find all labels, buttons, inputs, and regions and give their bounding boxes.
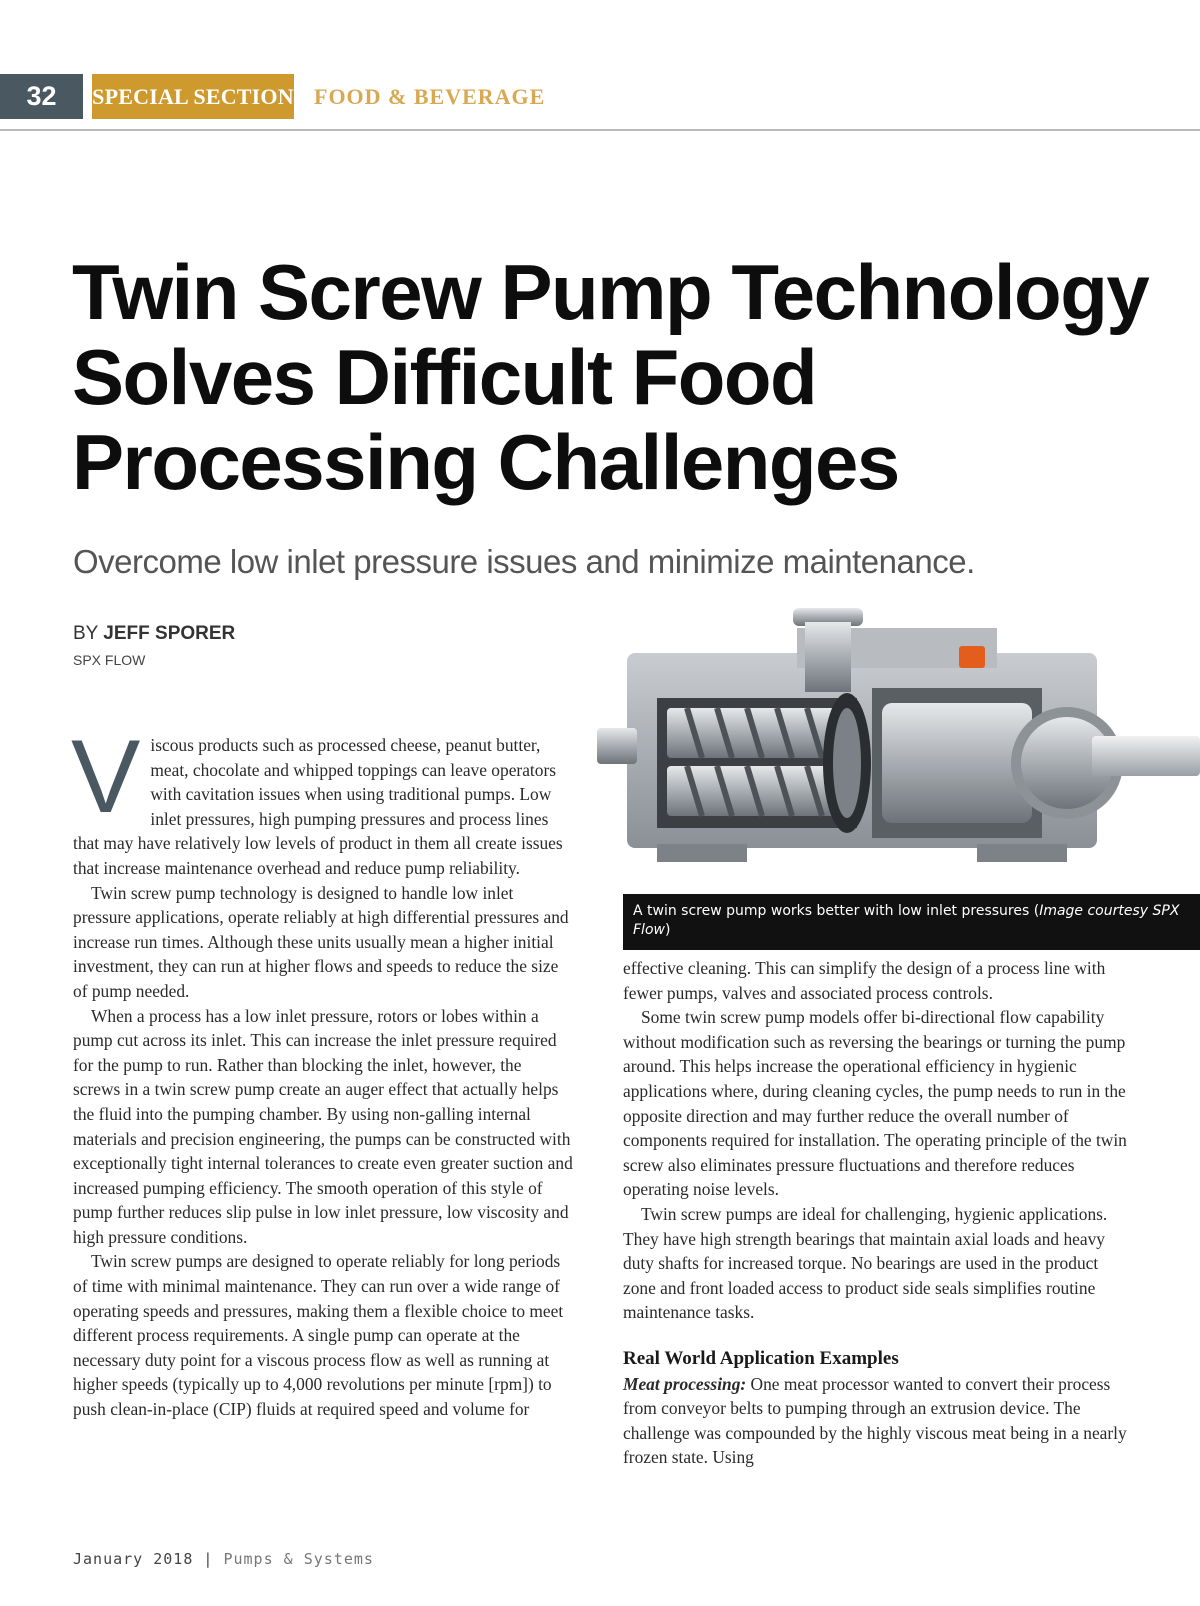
caption-credit: Image courtesy SPX Flow <box>633 903 1180 938</box>
paragraph-8 <box>623 1372 1128 1470</box>
section-name: FOOD & BEVERAGE <box>314 84 546 109</box>
footer-separator: | <box>203 1550 214 1568</box>
example-text: One meat processor wanted to convert their process from conveyor belts to pumping through an extrusion device. The challenge was compounded by the highly viscous meat being in a nearly frozen state. Using <box>623 1373 1127 1468</box>
title-line-2: Solves Difficult Food <box>72 333 817 421</box>
article-column-right <box>623 956 1128 1470</box>
caption-end: ) <box>664 922 671 938</box>
title-line-1: Twin Screw Pump Technology <box>72 248 1149 336</box>
figure-caption <box>623 894 1200 950</box>
author-company: SPX FLOW <box>73 652 146 668</box>
author-name: JEFF SPORER <box>103 623 236 644</box>
byline-prefix: BY <box>73 623 99 644</box>
article-column-left <box>71 719 573 1422</box>
special-section-tag: SPECIAL SECTION <box>92 74 294 119</box>
paragraph-1: iscous products such as processed cheese, peanut butter, meat, chocolate and whipped toppings can leave operators with cavitation issues when using traditional pumps. Low inlet pressures, high pumping pressures and process lines that may have relatively low levels of product in them all create issues that increase maintenance overhead and reduce pump reliability. <box>73 735 563 878</box>
byline <box>73 623 235 645</box>
header-divider <box>0 129 1200 131</box>
title-line-3: Processing Challenges <box>72 418 899 506</box>
paragraph-2: Twin screw pump technology is designed to handle low inlet pressure applications, operate reliably at high differential pressures and increase run times. Although these units usually mean a higher initial investment, they can run at higher flows and speeds to reduce the size of pump needed. <box>73 882 569 1001</box>
drop-cap: V <box>71 719 141 835</box>
subhead: Real World Application Examples <box>623 1347 899 1369</box>
page-footer <box>73 1550 374 1568</box>
paragraph-5: effective cleaning. This can simplify the design of a process line with fewer pumps, valves and associated process controls. <box>623 958 1106 1003</box>
article-deck: Overcome low inlet pressure issues and minimize maintenance. <box>73 543 975 580</box>
paragraph-6: Some twin screw pump models offer bi-directional flow capability without modification such as reversing the bearings or turning the pump around. This helps increase the operational efficiency in hygienic applications where, during cleaning cycles, the pump needs to run in the opposite direction and may further reduce the overall number of components required for installation. The operating principle of the twin screw also eliminates pressure fluctuations and therefore reduces operating noise levels. <box>623 1007 1127 1200</box>
footer-publication: Pumps & Systems <box>223 1550 374 1568</box>
paragraph-7: Twin screw pumps are ideal for challenging, hygienic applications. They have high strength bearings that maintain axial loads and heavy duty shafts for increased torque. No bearings are used in the product zone and front loaded access to product side seals simplifies routine maintenance tasks. <box>623 1203 1108 1323</box>
example-label: Meat processing: <box>623 1373 747 1394</box>
twin-screw-pump-cutaway-icon <box>597 608 1200 878</box>
footer-issue: January 2018 <box>73 1550 194 1568</box>
page-number: 32 <box>0 74 83 119</box>
paragraph-4: Twin screw pumps are designed to operate reliably for long periods of time with minimal maintenance. They can run over a wide range of operating speeds and pressures, making them a flexible choice to meet different process requirements. A single pump can operate at the necessary duty point for a viscous process flow as well as running at higher speeds (typically up to 4,000 revolutions per minute [rpm]) to push clean-in-place (CIP) fluids at required speed and volume for <box>73 1251 564 1420</box>
caption-text: A twin screw pump works better with low inlet pressures ( <box>633 903 1040 919</box>
article-title <box>72 250 1172 505</box>
paragraph-3: When a process has a low inlet pressure, rotors or lobes within a pump cut across its inlet. This can increase the inlet pressure required for the pump to run. Rather than blocking the inlet, however, the screws in a twin screw pump create an auger effect that actually helps the fluid into the pumping chamber. By using non-galling internal materials and precision engineering, the pumps can be constructed with exceptionally tight internal tolerances to create even greater suction and increased pumping efficiency. The smooth operation of this style of pump further reduces slip pulse in low inlet pressure, low viscosity and high pressure conditions. <box>73 1005 573 1247</box>
